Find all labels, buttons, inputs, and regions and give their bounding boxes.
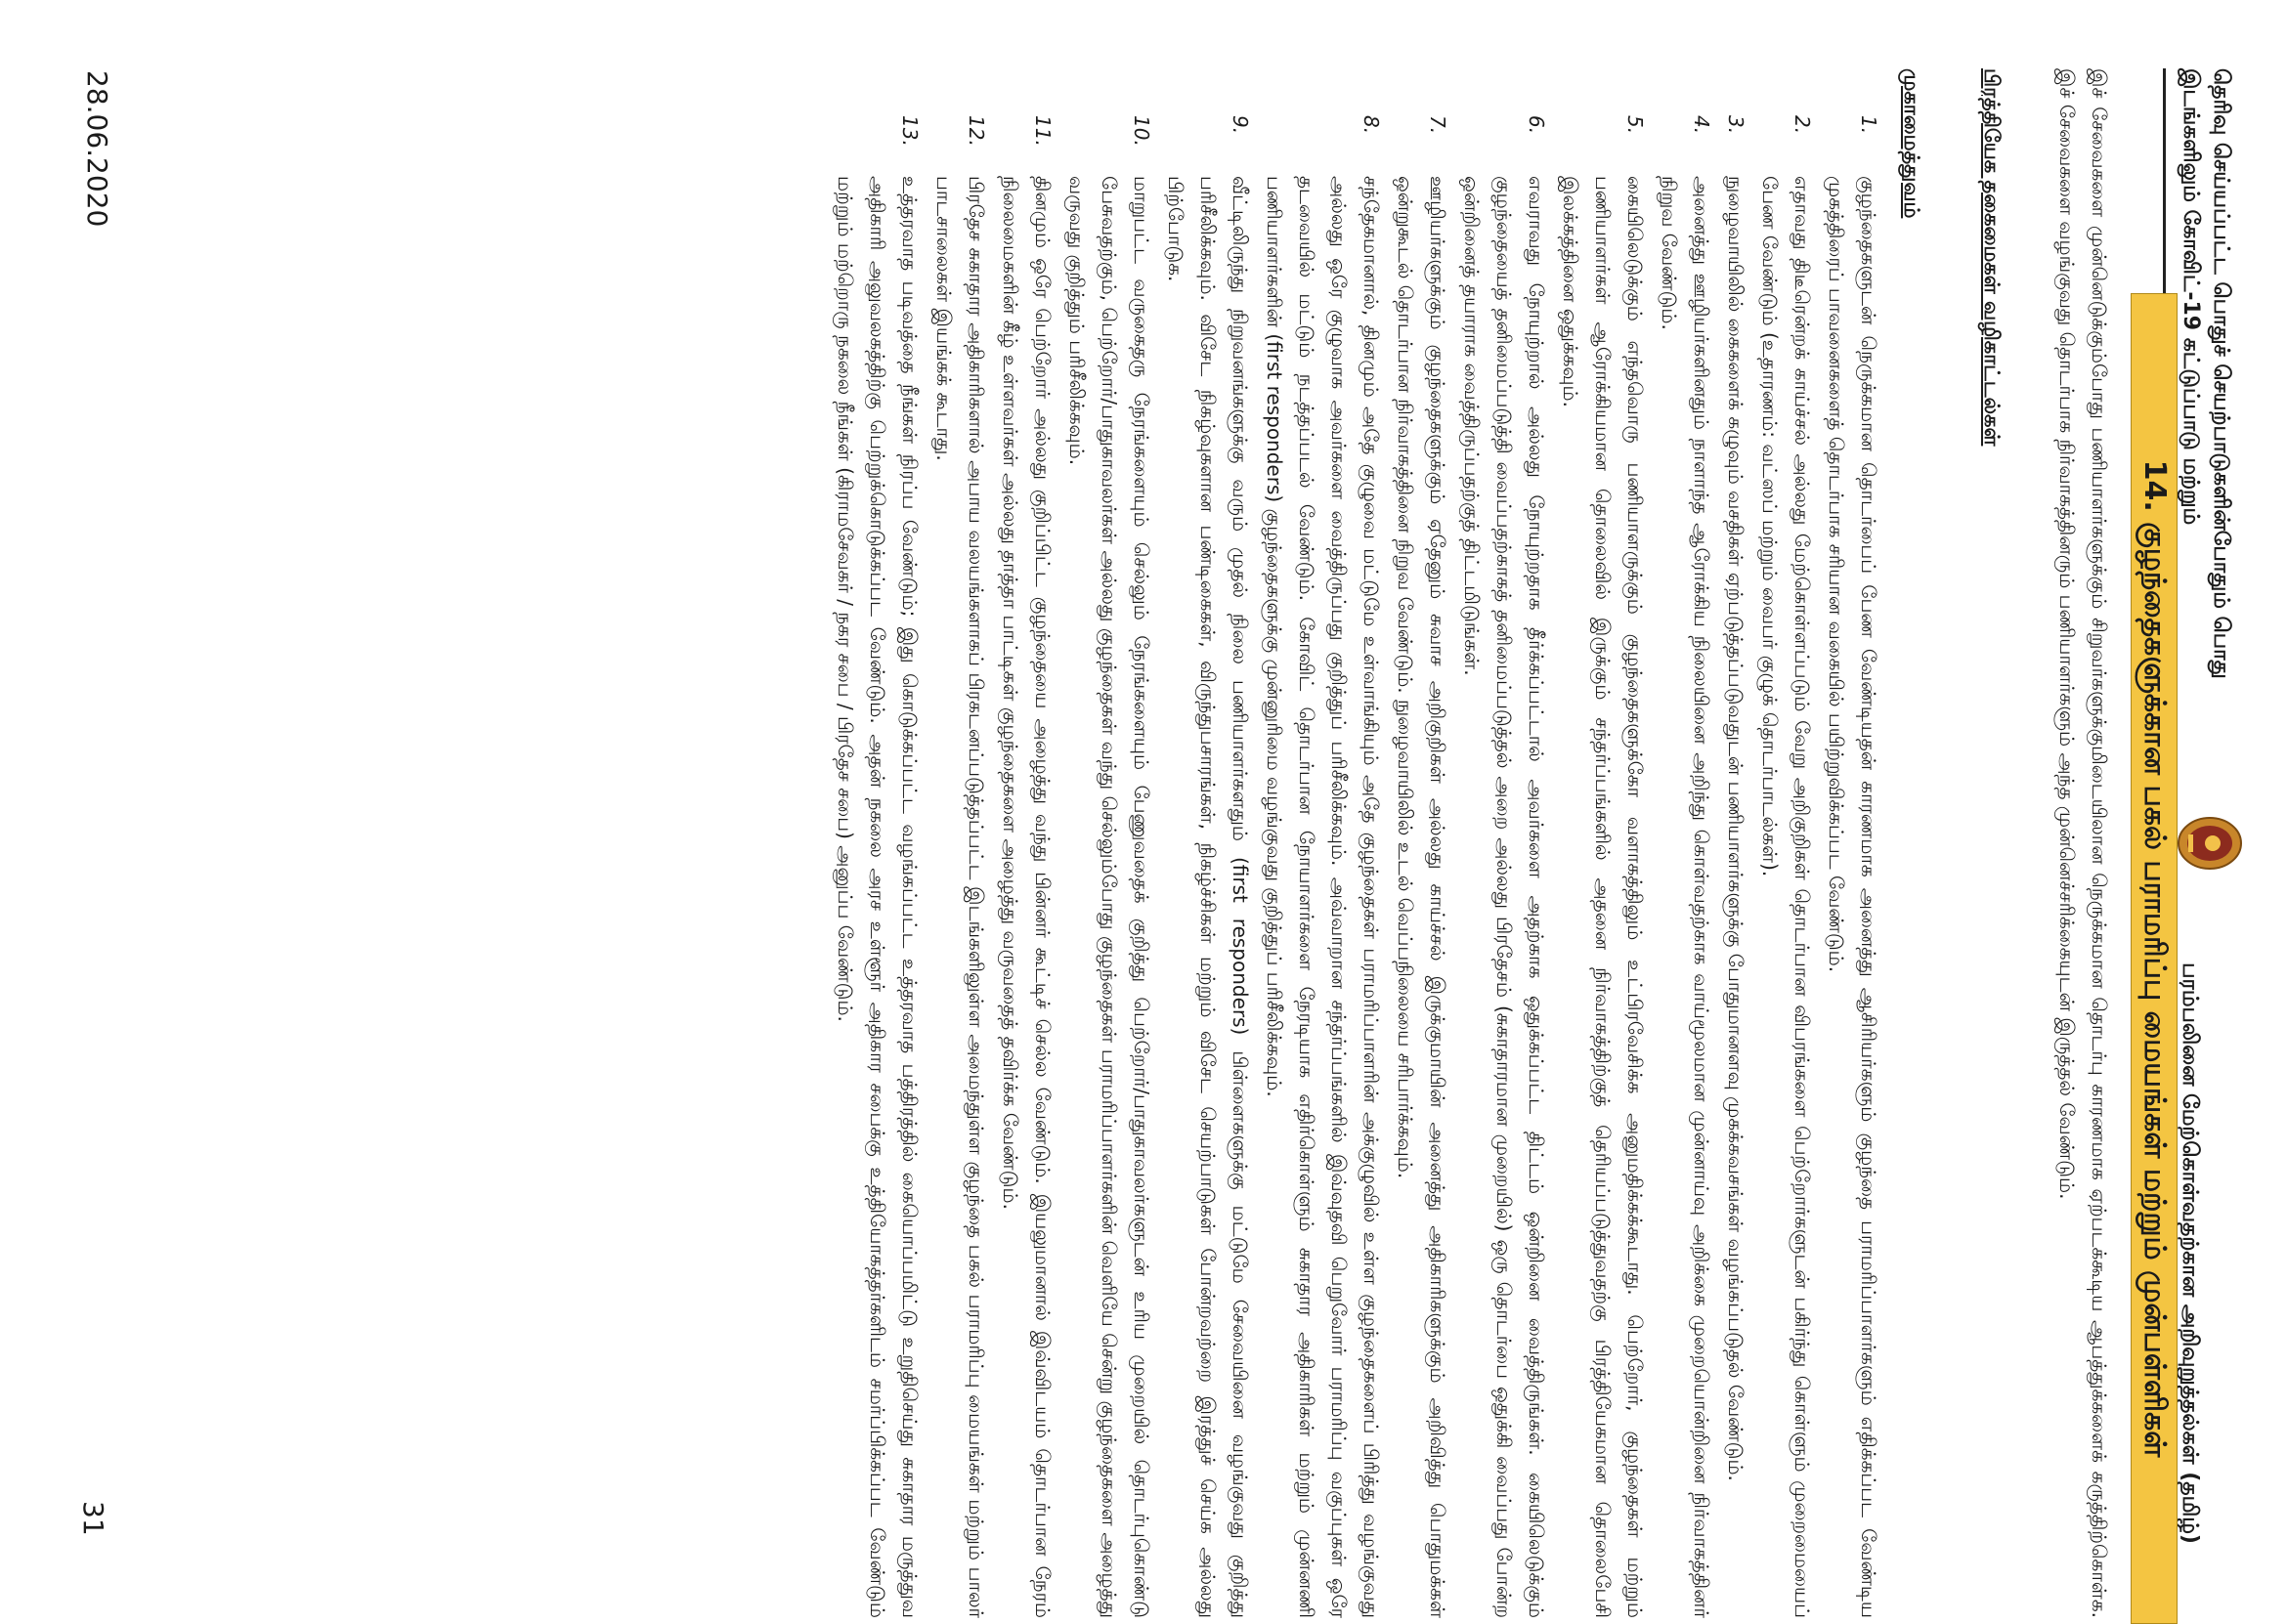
item-text: குழந்தைகளுடன் நெருக்கமான தொடர்பைப் பேண வேண்டியதன் காரணமாக அனைத்து ஆசிரியர்களும் குழந்தை பராமரிப்பாளர்களும் எதிக்கப்பட வேண்டிய முகத்திரைப் பாவனைகளைத் தொடர்பாக சரியான வகையில் பயிற்றுவிக்கப்பட வேண்டும். xyxy=(1825,176,1880,1618)
item-number: 5. xyxy=(1623,115,1647,135)
item-text: உத்தரவாத படிவத்தை நீங்கள் நிரப்ப வேண்டும்; இது கொடுக்கப்பட்ட வழங்கப்பட்ட உத்தரவாத பத்திரத்தில் கையொப்பமிட்டு உறுதிசெய்து சுகாதார மருத்துவ அதிகாரி அலுவலகத்திற்கு பெற்றுக்கொடுக்கப்பட வேண்டும். அதன் நகலை அரச உள்ளூர் அதிகார சபைக்கு உத்தியோகத்தர்களிடம் சமர்ப்பிக்கப்பட வேண்டும் மற்றும் மற்றொரு நகலை நீங்கள் (கிராமசேவகர் / நகர சபை / பிரதேச சபை) அனுப்ப வேண்டும். xyxy=(834,176,922,1618)
item-number: 4. xyxy=(1690,115,1713,135)
item-number: 13. xyxy=(898,115,922,147)
item-number: 11. xyxy=(1031,115,1055,147)
item-number: 9. xyxy=(1229,115,1252,135)
header-title-line1: தெரிவு செய்யப்பட்ட பொதுச் செயற்பாடுகளின்போதும் பொது இடங்களிலும் கோவிட்-19 கட்டுப்பாடு மற்றும் xyxy=(2179,68,2233,679)
header-title-line2: பரம்பலினை மேற்கொள்வதற்கான அறிவுறுத்தல்கள் (தமிழ்) xyxy=(2178,962,2202,1544)
item-number: 8. xyxy=(1359,115,1383,135)
list-item xyxy=(1258,68,1387,1618)
item-number: 12. xyxy=(965,115,988,147)
list-item xyxy=(1159,68,1256,1618)
item-text: எவராவது நோயுற்றால் அல்லது நோயுற்றதாக தீர்க்கப்பட்டால் அவர்களை அதற்காக ஒதுக்கப்பட்ட திட்டம் ஒன்றினை வைத்திருங்கள். கையிலெடுக்கும் குழந்தையைத் தனிமைப்படுத்தி வைப்பதற்காகத் தனிமைப்படுத்தல் அறை அல்லது பிரதேசம் (சுகாதாரமான முறையில்) ஒரு தொடர்பை ஒதுக்கி வைப்பது போன்ற ஒன்றினைத் தயாராக வைத்திருப்பதற்குத் திட்டமிடுங்கள். xyxy=(1460,176,1548,1618)
list-item xyxy=(928,68,992,1618)
list-item xyxy=(1719,68,1751,1618)
item-text: வீட்டிலிருந்து நிறுவனங்களுக்கு வரும் முதல் நிலை பணியாளர்களதும் (first responders) பிள்ளைகளுக்கு மட்டுமே சேவையினை வழங்குவது குறித்து பரிசீலிக்கவும். விசேட நிகழ்வுகளான பண்டிகைகள், விருந்துபசாரங்கள், நிகழ்ச்சிகள் மற்றும் விசேட செயற்பாடுகள் போன்றவற்றை இரத்துச் செய்க அல்லது பிற்போடுக. xyxy=(1164,176,1252,1618)
item-text: அனைத்து ஊழியர்களினதும் நாளாந்த ஆரோக்கிய நிலையினை அறிந்து கொள்வதற்காக வாய்மூலமான முன்னாய்வு அறிக்கை முறையொன்றினை நிர்வாகத்தினர் நிறுவ வேண்டும். xyxy=(1658,176,1713,1618)
item-number: 1. xyxy=(1857,115,1880,135)
item-text: நுழைவாயிலில் கைகளைக் கழுவும் வசதிகள் ஏற்படுத்தப்படுவதுடன் பணியாளர்களுக்கு போதுமானளவு முகக்கவசங்கள் வழங்கப்படுதல் வேண்டும். xyxy=(1724,176,1748,1481)
list-item xyxy=(829,68,926,1618)
intro-paragraph: இச் சேவைகளை முன்னெடுக்கும்போது பணியாளர்களுக்கும் சிறுவர்களுக்குமிடையிலான நெருக்கமான தொடர்பு காரணமாக ஏற்படக்கூடிய ஆபத்துக்களைக் கருத்திற்கொள்க. இச் சேவைகளை வழங்குவது தொடர்பாக நிர்வாகத்தினரும் பணியாளர்களும் அந்த முன்னெச்சரிக்கையுடன் இருத்தல் வேண்டும். xyxy=(2055,68,2111,1618)
item-number: 3. xyxy=(1724,115,1748,135)
item-text: ஊழியர்களுக்கும் குழந்தைகளுக்கும் ஏதேனும் சுவாச அறிகுறிகள் அல்லது காய்ச்சல் இருக்குமாயின் அனைத்து அதிகாரிகளுக்கும் அறிவித்து பொதுமக்கள் ஒன்றுகூடல் தொடர்பான நிர்வாகத்தினை நிறுவ வேண்டும். நுழைவாயிலில் உடல் வெப்பநிலையை சரிபார்க்கவும். xyxy=(1394,176,1449,1618)
item-text: எதாவது திடீரென்றக் காய்ச்சல் அல்லது மேற்கொள்ளப்படும் வேறு அறிகுறிகள் தொடர்பான விபரங்களை பெற்றோர்களுடன் பகிர்ந்து கொள்ளும் முறைமையைப் பேண வேண்டும் (உதாரணம்: வட்ஸப் மற்றும் வைபர் குழுக் தொடர்பாடல்கள்). xyxy=(1758,176,1814,1618)
item-text: தினமும் ஒரே பெற்றோர் அல்லது குறிப்பிட்ட குழந்தையை அழைத்து வந்து பின்னர் கூட்டிச் செல்ல வேண்டும். இயலுமானால் இவ்விடயம் தொடர்பான நேரம் நிலைமைகளின் கீழ் உள்ளவர்கள் அல்லது தாத்தா பாட்டிகள் குழந்தைகளை அழைத்து வருவதைத் தவிர்க்க வேண்டும். xyxy=(999,176,1055,1618)
list-item xyxy=(1820,68,1884,1618)
list-item xyxy=(1554,68,1651,1618)
item-text: பிரதேச சுகாதார அதிகாரிகளால் அபாய வலயங்களாகப் பிரகடனப்படுத்தப்பட்ட இடங்களிலுள்ள அமைந்துள்ள குழந்தை பகல் பராமரிப்பு மையங்கள் மற்றும் பாலர் பாடசாலைகள் இயங்கக் கூடாது. xyxy=(932,176,988,1618)
list-item xyxy=(1653,68,1717,1618)
item-number: 10. xyxy=(1130,115,1153,147)
section-banner: 14. குழந்தைகளுக்கான பகல் பராமரிப்பு மையங்கள் மற்றும் முன்பள்ளிகள் xyxy=(2131,293,2178,1624)
page-number: 31 xyxy=(77,1501,109,1536)
footer-date: 28.06.2020 xyxy=(81,70,113,228)
sri-lanka-emblem-icon xyxy=(2176,815,2244,872)
list-item xyxy=(1753,68,1818,1618)
subheading-management: முகாமைத்துவம் xyxy=(1900,68,1923,219)
item-text: கையிலெடுக்கும் எந்தவொரு பணியாளருக்கும் குழந்தைகளுக்கோ வளாகத்திலும் உட்பிரவேசிக்க அனுமதிக்கக்கூடாது. பெற்றோர், குழந்தைகள் மற்றும் பணியாளர்கள் ஆரோக்கியமான தொலைவில் இருக்கும் சந்தர்ப்பங்களில் அதனை நிர்வாகத்திற்குத் தெரியப்படுத்துவதற்கு பிரத்தியேகமான தொலைபேசி இலக்கத்தினை ஒதுக்கவும். xyxy=(1559,176,1647,1618)
list-item xyxy=(1455,68,1552,1618)
list-item xyxy=(994,68,1058,1618)
guideline-list xyxy=(827,68,1884,1618)
list-item xyxy=(1389,68,1453,1618)
item-text: மாறுபட்ட வருகைதரு நேரங்களையும் செல்லும் நேரங்களையும் பேணுவதைக் குறித்து பெற்றோர்/பாதுகாவலர்களுடன் உரிய முறையில் தொடர்புகொண்டு பேசுவதற்கும், பெற்றோர்/பாதுகாவலர்கள் அல்லது குழந்தைகள் வந்து செல்லும்போது குழந்தைகள் பராமரிப்பாளர்களின் வெளியே சென்று குழந்தைகளை அழைத்து வருவது குறித்தும் பரிசீலிக்கவும். xyxy=(1065,176,1153,1619)
item-number: 2. xyxy=(1791,115,1814,135)
item-number: 7. xyxy=(1426,115,1449,135)
subheading-guidelines: பிரத்தியேக தகைமைகள் வழிகாட்டல்கள் xyxy=(1980,68,2004,447)
item-text: சந்தேகமானால், தினமும் அதே குழுவை மட்டுமே உள்வாங்கியும் அதே குழந்தைகள் பராமரிப்பாளரின் அக்குழுவில் உள்ள குழந்தைகளைப் பிரித்து வழங்குவது அல்லது ஒரே குழுவாக அவர்களை வைத்திருப்பது குறித்துப் பரிசீலிக்கவும். அவ்வாறான சந்தர்ப்பங்களில் இவ்வுதவி பெறுவோர் பராமரிப்பு வகுப்புகள் ஒரே தடவையில் மட்டும் நடத்தப்படல் வேண்டும். கோவிட் தொடர்பான நோயாளர்களை நேரடியாக எதிர்கொள்ளும் சுகாதார அதிகாரிகள் மற்றும் முன்னணி பணியாளர்களின் (first responders) குழந்தைகளுக்கு முன்னுரிமை வழங்குவது குறித்துப் பரிசீலிக்கவும். xyxy=(1263,176,1383,1618)
list-item xyxy=(1060,68,1157,1618)
item-number: 6. xyxy=(1525,115,1548,135)
